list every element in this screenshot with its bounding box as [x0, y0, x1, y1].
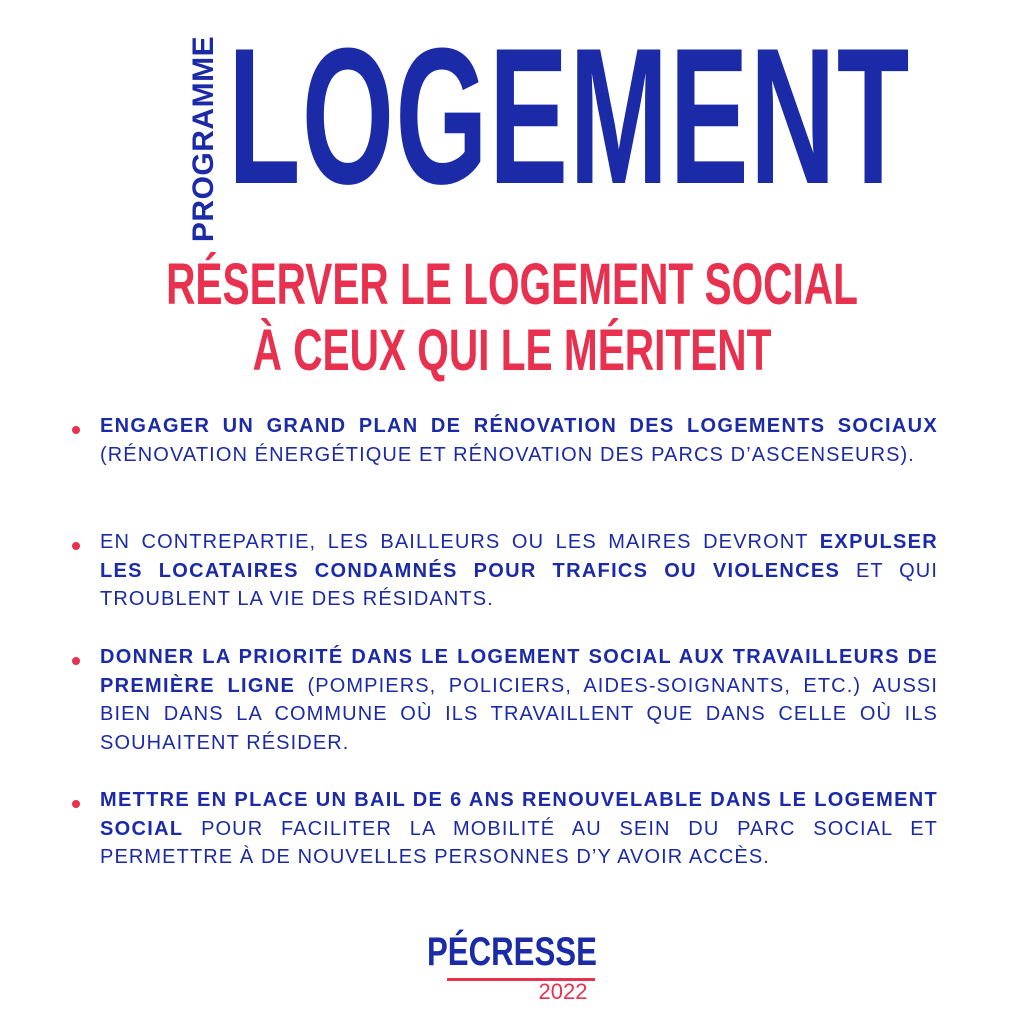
bullet-text [100, 643, 938, 757]
logo-name: PÉCRESSE [427, 930, 597, 974]
subtitle [0, 252, 1024, 384]
bullet-text [100, 528, 938, 614]
programme-label: PROGRAMME [187, 35, 220, 243]
subtitle-line-2: À CEUX QUI LE MÉRITENT [252, 318, 772, 383]
bullet-rest: POUR FACILITER LA MOBILITÉ AU SEIN DU PARC SOCIAL ET PERMETTRE À DE NOUVELLES PERSONNES D’Y AVOIR ACCÈS. [100, 817, 938, 868]
bullet-rest: (POMPIERS, POLICIERS, AIDES-SOIGNANTS, ETC.) AUSSI BIEN DANS LA COMMUNE OÙ ILS TRAVAILLENT QUE DANS CELLE OÙ ILS SOUHAITENT RÉSIDER. [100, 674, 938, 754]
bullet-text [100, 786, 938, 872]
bullet-dot-icon [72, 657, 80, 665]
bullet-rest: (RÉNOVATION ÉNERGÉTIQUE ET RÉNOVATION DES PARCS D’ASCENSEURS). [100, 443, 915, 466]
bullet-dot-icon [72, 800, 80, 808]
logo-year: 2022 [538, 979, 588, 1004]
subtitle-line-1: RÉSERVER LE LOGEMENT SOCIAL [166, 252, 858, 317]
campaign-logo [0, 930, 1024, 1004]
bullet-rest: ET QUI TROUBLENT LA VIE DES RÉSIDANTS. [100, 559, 938, 610]
header [172, 8, 911, 243]
bullet-bold: ENGAGER UN GRAND PLAN DE RÉNOVATION DES LOGEMENTS SOCIAUX [100, 415, 938, 437]
page-title: LOGEMENT [228, 8, 911, 225]
bullet-dot-icon [72, 426, 80, 434]
bullet-dot-icon [72, 542, 80, 550]
bullet-bold: DONNER LA PRIORITÉ DANS LE LOGEMENT SOCIAL AUX TRAVAILLEURS DE PREMIÈRE LIGNE [100, 646, 938, 697]
bullet-pre: EN CONTREPARTIE, LES BAILLEURS OU LES MAIRES DEVRONT [100, 531, 820, 553]
bullet-text [100, 412, 938, 469]
programme-kicker [182, 35, 226, 243]
bullet-bold: METTRE EN PLACE UN BAIL DE 6 ANS RENOUVELABLE DANS LE LOGEMENT SOCIAL [100, 789, 938, 840]
bullet-bold: EXPULSER LES LOCATAIRES CONDAMNÉS POUR TRAFICS OU VIOLENCES [100, 531, 938, 582]
